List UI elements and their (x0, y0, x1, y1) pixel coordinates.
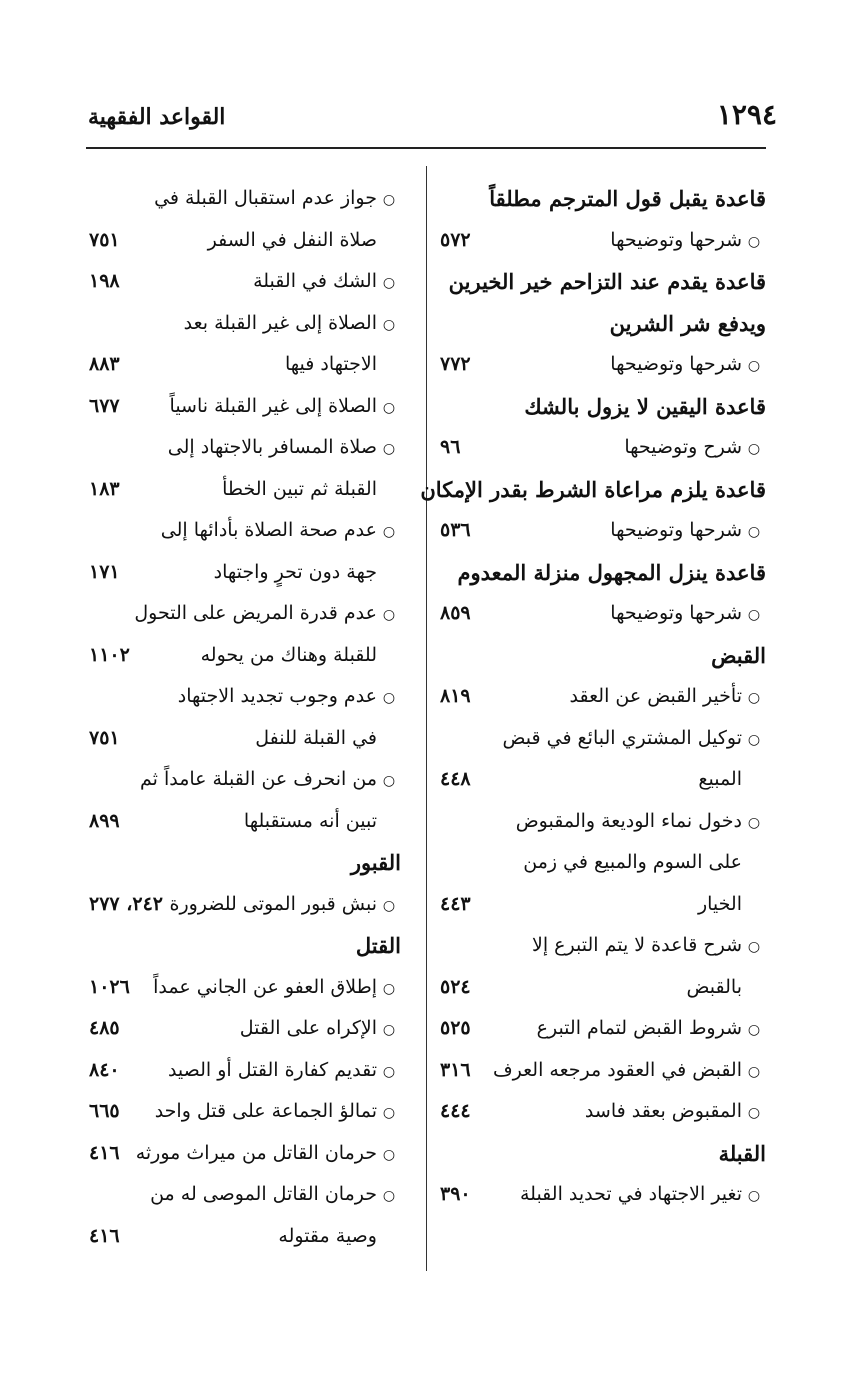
entry-text: توكيل المشتري البائع في قبض (502, 726, 742, 749)
page-reference: ٨١٩ (440, 685, 471, 707)
entry-text: تمالؤ الجماعة على قتل واحد (154, 1100, 377, 1122)
entry-text: على السوم والمبيع في زمن (523, 851, 742, 873)
entry-text: الخيار (697, 892, 742, 915)
index-entry (89, 1050, 401, 1092)
circle-bullet-icon: ○ (382, 275, 396, 291)
circle-bullet-icon: ○ (382, 1188, 396, 1204)
entry-text: شرح قاعدة لا يتم التبرع إلا (532, 934, 742, 956)
entry-text: صلاة المسافر بالاجتهاد إلى (167, 436, 377, 458)
index-heading (440, 261, 766, 303)
entry-text: في القبلة للنفل (255, 726, 377, 749)
circle-bullet-icon: ○ (747, 441, 761, 457)
page-reference: ٨٩٩ (89, 809, 120, 832)
page-reference: ٧٥١ (89, 726, 120, 749)
index-heading (440, 552, 766, 594)
entry-text: شرحها وتوضيحها (610, 602, 742, 624)
index-entry (89, 469, 401, 511)
circle-bullet-icon: ○ (382, 192, 396, 208)
index-entry (89, 1216, 401, 1258)
column-divider (426, 166, 427, 1271)
circle-bullet-icon: ○ (382, 524, 396, 540)
index-entry (89, 427, 401, 469)
index-entry (89, 1091, 401, 1133)
entry-text: حرمان القاتل الموصى له من (150, 1183, 377, 1205)
index-heading (440, 1133, 766, 1175)
entry-text: الصلاة إلى غير القبلة ناسياً (169, 394, 377, 417)
entry-text: المقبوض بعقد فاسد (584, 1100, 742, 1122)
circle-bullet-icon: ○ (382, 399, 396, 416)
index-entry (440, 1091, 766, 1133)
page-reference: ١٠٢٦ (89, 975, 130, 998)
page-reference: ١٧١ (89, 560, 120, 583)
index-entry (440, 884, 766, 926)
entry-text: تغير الاجتهاد في تحديد القبلة (519, 1183, 742, 1205)
entry-text: قاعدة ينزل المجهول منزلة المعدوم (457, 559, 766, 585)
entry-text: صلاة النفل في السفر (207, 228, 377, 251)
page-reference: ٥٣٦ (440, 519, 471, 541)
circle-bullet-icon: ○ (747, 939, 761, 955)
entry-text: عدم قدرة المريض على التحول (134, 602, 377, 624)
circle-bullet-icon: ○ (747, 1188, 761, 1204)
index-heading (440, 303, 766, 345)
index-entry (440, 1174, 766, 1216)
index-entry (440, 718, 766, 760)
index-entry (89, 386, 401, 428)
circle-bullet-icon: ○ (382, 897, 396, 914)
entry-text: جهة دون تحرٍ واجتهاد (213, 560, 377, 583)
entry-text: قاعدة يلزم مراعاة الشرط بقدر الإمكان (420, 476, 766, 502)
entry-text: وصية مقتوله (278, 1224, 377, 1247)
index-entry (89, 220, 401, 262)
circle-bullet-icon: ○ (382, 316, 396, 333)
index-entry (89, 303, 401, 345)
index-heading (440, 635, 766, 677)
index-entry (89, 967, 401, 1009)
page-reference: ١٩٨ (89, 270, 120, 292)
entry-text: إطلاق العفو عن الجاني عمداً (153, 975, 377, 998)
page-reference: ٤٤٤ (440, 1100, 471, 1122)
index-entry (89, 1133, 401, 1175)
entry-text: عدم وجوب تجديد الاجتهاد (177, 685, 377, 707)
page-reference: ٤٨٥ (89, 1017, 120, 1039)
page-reference: ٤٤٣ (440, 892, 471, 915)
index-entry (440, 801, 766, 843)
index-column-left (89, 178, 401, 1257)
entry-text: شرحها وتوضيحها (610, 228, 742, 251)
index-entry (440, 510, 766, 552)
entry-text: الإكراه على القتل (239, 1017, 377, 1039)
circle-bullet-icon: ○ (382, 690, 396, 706)
index-entry (89, 884, 401, 926)
entry-text: ويدفع شر الشرين (609, 310, 766, 336)
index-entry (89, 178, 401, 220)
circle-bullet-icon: ○ (747, 233, 761, 250)
entry-text: دخول نماء الوديعة والمقبوض (515, 809, 742, 832)
index-heading (440, 178, 766, 220)
entry-text: جواز عدم استقبال القبلة في (154, 187, 377, 209)
entry-text: القبلة ثم تبين الخطأ (222, 477, 377, 500)
entry-text: تبين أنه مستقبلها (243, 809, 377, 832)
index-entry (440, 344, 766, 386)
circle-bullet-icon: ○ (747, 1063, 761, 1080)
page-reference: ١١٠٢ (89, 643, 130, 666)
index-entry (440, 842, 766, 884)
circle-bullet-icon: ○ (747, 607, 761, 623)
index-entry (440, 925, 766, 967)
circle-bullet-icon: ○ (382, 1022, 396, 1038)
page-reference: ٨٥٩ (440, 602, 471, 624)
page-reference: ٤١٦ (89, 1141, 120, 1164)
circle-bullet-icon: ○ (747, 814, 761, 831)
page-number: ١٢٩٤ (716, 98, 777, 131)
index-entry (89, 344, 401, 386)
circle-bullet-icon: ○ (382, 607, 396, 623)
page-reference: ٣٩٠ (440, 1183, 471, 1205)
entry-text: القبض (711, 642, 766, 668)
entry-text: للقبلة وهناك من يحوله (200, 643, 377, 666)
page-reference: ٦٦٥ (89, 1100, 120, 1122)
index-entry (89, 635, 401, 677)
entry-text: القتل (355, 933, 401, 958)
page-reference: ٩٦ (440, 436, 461, 458)
circle-bullet-icon: ○ (382, 773, 396, 789)
index-entry (89, 552, 401, 594)
entry-text: شرحها وتوضيحها (610, 353, 742, 375)
page-reference: ٤٤٨ (440, 768, 471, 790)
index-entry (89, 593, 401, 635)
page-reference: ٨٤٠ (89, 1058, 120, 1081)
circle-bullet-icon: ○ (747, 1105, 761, 1121)
index-entry (440, 1008, 766, 1050)
entry-text: تقديم كفارة القتل أو الصيد (167, 1058, 377, 1081)
entry-text: بالقبض (686, 975, 742, 998)
entry-text: قاعدة اليقين لا يزول بالشك (524, 393, 766, 419)
entry-text: الصلاة إلى غير القبلة بعد (183, 311, 377, 334)
page-reference: ٧٥١ (89, 228, 120, 251)
page-reference: ٥٢٤ (440, 975, 471, 998)
index-entry (89, 676, 401, 718)
index-entry (89, 801, 401, 843)
entry-text: قاعدة يقدم عند التزاحم خير الخيرين (448, 269, 766, 294)
entry-text: المبيع (698, 768, 742, 790)
index-heading (89, 842, 401, 884)
circle-bullet-icon: ○ (382, 1063, 396, 1080)
circle-bullet-icon: ○ (747, 731, 761, 748)
circle-bullet-icon: ○ (382, 441, 396, 457)
page-reference: ٤١٦ (89, 1224, 120, 1247)
index-entry (89, 510, 401, 552)
entry-text: من انحرف عن القبلة عامداً ثم (139, 768, 377, 790)
entry-text: شرح وتوضيحها (624, 436, 742, 458)
index-heading (89, 925, 401, 967)
page-reference: ٧٧٢ (440, 353, 471, 375)
index-entry (89, 718, 401, 760)
page-reference: ٥٢٥ (440, 1017, 471, 1039)
index-entry (89, 759, 401, 801)
index-entry (89, 261, 401, 303)
circle-bullet-icon: ○ (747, 690, 761, 706)
index-entry (89, 1174, 401, 1216)
entry-text: القبض في العقود مرجعه العرف (492, 1058, 742, 1081)
page-reference: ٥٧٢ (440, 228, 471, 251)
page-reference: ٢٤٢، ٢٧٧ (89, 892, 163, 915)
circle-bullet-icon: ○ (747, 524, 761, 540)
entry-text: شرحها وتوضيحها (610, 519, 742, 541)
circle-bullet-icon: ○ (747, 1022, 761, 1038)
entry-text: تأخير القبض عن العقد (569, 685, 742, 707)
circle-bullet-icon: ○ (382, 980, 396, 997)
entry-text: القبلة (718, 1140, 766, 1166)
running-title: القواعد الفقهية (88, 104, 226, 130)
entry-text: نبش قبور الموتى للضرورة (169, 892, 377, 915)
entry-text: القبور (350, 850, 401, 875)
index-entry (440, 427, 766, 469)
entry-text: حرمان القاتل من ميراث مورثه (135, 1141, 377, 1164)
page-reference: ١٨٣ (89, 477, 120, 500)
index-entry (440, 759, 766, 801)
page-reference: ٨٨٣ (89, 353, 120, 375)
circle-bullet-icon: ○ (747, 358, 761, 374)
index-entry (440, 676, 766, 718)
index-entry (440, 1050, 766, 1092)
header-rule (86, 147, 766, 149)
circle-bullet-icon: ○ (382, 1146, 396, 1163)
entry-text: الاجتهاد فيها (284, 353, 377, 375)
entry-text: الشك في القبلة (253, 270, 377, 292)
index-column-right (420, 178, 766, 1216)
entry-text: عدم صحة الصلاة بأدائها إلى (160, 519, 377, 541)
page-reference: ٦٧٧ (89, 394, 120, 417)
index-entry (440, 220, 766, 262)
entry-text: شروط القبض لتمام التبرع (536, 1017, 742, 1039)
index-entry (440, 593, 766, 635)
index-entry (440, 967, 766, 1009)
index-entry (89, 1008, 401, 1050)
entry-text: قاعدة يقبل قول المترجم مطلقاً (489, 186, 766, 211)
page-reference: ٣١٦ (440, 1058, 471, 1081)
index-heading (440, 386, 766, 428)
circle-bullet-icon: ○ (382, 1105, 396, 1121)
index-heading (420, 469, 766, 511)
